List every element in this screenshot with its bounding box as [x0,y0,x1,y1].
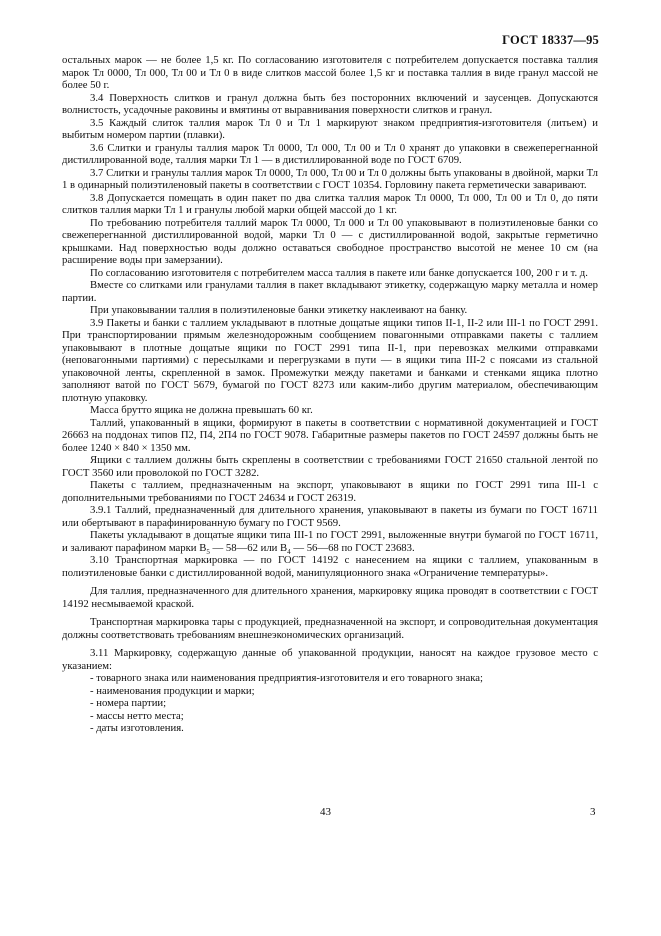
list-item: - товарного знака или наименования предприятия-изготовителя и его товарного знака; [90,672,483,684]
paragraph-wax [62,529,598,554]
paragraph: 3.8 Допускается помещать в один пакет по два слитка таллия марок Тл 0000, Тл 000, Тл 00 и Тл 0, до пяти слитков таллия марки Тл 1 и гранулы любой марки общей массой до 1 кг. [62,191,598,216]
paragraph: 3.10 Транспортная маркировка — по ГОСТ 14192 с нанесением на ящики с таллием, упакованным в полиэтиленовые банки с дистиллированной водой, манипуляционного знака «Ограничение температуры». [62,554,598,579]
paragraph: Вместе со слитками или гранулами таллия в пакет вкладывают этикетку, содержащую марку металла и номер партии. [62,279,598,304]
paragraph: Таллий, упакованный в ящики, формируют в пакеты в соответствии с нормативной документацией и ГОСТ 26663 на поддонах типов П2, П4, 2П4 по ГОСТ 9078. Габаритные размеры пакетов по ГОСТ 24597 должны быть не более 1240 × 840 × 1350 мм. [62,416,598,454]
document-body [62,54,598,735]
wax-subscript-1: 5 [206,547,210,556]
paragraph: Пакеты с таллием, предназначенным на экспорт, упаковывают в ящики по ГОСТ 2991 типа III-1 с дополнительными требованиями по ГОСТ 24634 и ГОСТ 26319. [62,479,598,504]
document-header: ГОСТ 18337—95 [502,33,599,47]
wax-text-before: Пакеты укладывают в дощатые ящики типа III-1 по ГОСТ 2991, выложенные внутри бумагой по ГОСТ 16711, и заливают парафином марки В [62,529,598,554]
wax-text-mid: — 58—62 или В [209,541,288,554]
paragraph: При упаковывании таллия в полиэтиленовые банки этикетку наклеивают на банку. [90,304,468,316]
paragraph: По требованию потребителя таллий марок Тл 0000, Тл 000 и Тл 00 упаковывают в полиэтиленовые банки со свежеперегнанной дистиллированной водой, марки Тл 0 — с дистиллированной водой, закрытые герметично крышками. Над поверхностью воды должно оставаться свободное пространство высотой не менее 10 см (на расширение воды при замерзании). [62,216,598,266]
list-item: - массы нетто места; [90,709,184,722]
wax-subscript-2: 4 [287,547,291,556]
paragraph: Ящики с таллием должны быть скреплены в соответствии с требованиями ГОСТ 21650 стальной лентой по ГОСТ 3560 или проволокой по ГОСТ 3282. [62,454,598,479]
paragraph: 3.9.1 Таллий, предназначенный для длительного хранения, упаковывают в пакеты из бумаги по ГОСТ 16711 или обертывают в парафинированную бумагу по ГОСТ 9569. [62,504,598,529]
paragraph: 3.4 Поверхность слитков и гранул должна быть без посторонних включений и заусенцев. Допускаются волнистость, усадочные раковины и вмятины от выравнивания поверхности слитков и гранул. [62,91,598,116]
list-item: - наименования продукции и марки; [90,684,255,697]
paragraph: Для таллия, предназначенного для длительного хранения, маркировку ящика проводят в соответствии с ГОСТ 14192 несмываемой краской. [62,585,598,610]
list-item: - даты изготовления. [90,722,184,734]
paragraph: Масса брутто ящика не должна превышать 60 кг. [90,404,313,416]
list-item: - номера партии; [90,697,167,709]
paragraph: остальных марок — не более 1,5 кг. По согласованию изготовителя с потребителем допускается поставка таллия марок Тл 0000, Тл 000, Тл 00 и Тл 0 в виде слитков массой более 1,5 кг и поставка таллия в виде гранул массой не более 50 г. [62,54,598,91]
paragraph: 3.11 Маркировку, содержащую данные об упакованной продукции, наносят на каждое грузовое место с указанием: [62,647,598,672]
paragraph: По согласованию изготовителя с потребителем масса таллия в пакете или банке допускается 100, 200 г и т. д. [90,266,588,279]
sheet-number: 3 [590,806,596,818]
wax-text-after: — 56—68 по ГОСТ 23683. [290,541,415,554]
paragraph: 3.7 Слитки и гранулы таллия марок Тл 0000, Тл 000, Тл 00 и Тл 0 должны быть упакованы в двойной, марки Тл 1 в одинарный полиэтиленовый пакеты в соответствии с ГОСТ 10354. Горловину пакета герметически заваривают. [62,166,598,191]
paragraph: Транспортная маркировка тары с продукцией, предназначенной на экспорт, и сопроводительная документация должны соответствовать требованиям внешнеэкономических организаций. [62,616,598,641]
paragraph: 3.6 Слитки и гранулы таллия марок Тл 0000, Тл 000, Тл 00 и Тл 0 хранят до упаковки в свежеперегнанной дистиллированной воде, таллия марки Тл 1 — в дистиллированной воде по ГОСТ 6709. [62,141,598,166]
paragraph: 3.5 Каждый слиток таллия марок Тл 0 и Тл 1 маркируют знаком предприятия-изготовителя (литьем) и выбитым номером партии (плавки). [62,116,598,141]
paragraph: 3.9 Пакеты и банки с таллием укладывают в плотные дощатые ящики типов II-1, II-2 или III-1 по ГОСТ 2991. При транспортировании прямым железнодорожным сообщением повагонными отправками пакеты с таллием упаковывают в плотные дощатые ящики по ГОСТ 2991 типа II-1, при перевозках мелкими отправками (неповагонными партиями) с пересылками и перегрузками в пути — в ящики типа III-2 с поясами из стальной упаковочной ленты, скрепленной в замок. Промежутки между пакетами и банками и стенками ящика плотно заполняют ватой по ГОСТ 5679, бумагой по ГОСТ 8273 или каким-либо другим материалом, обеспечивающим плотную упаковку. [62,316,598,404]
page-number: 43 [320,806,331,818]
